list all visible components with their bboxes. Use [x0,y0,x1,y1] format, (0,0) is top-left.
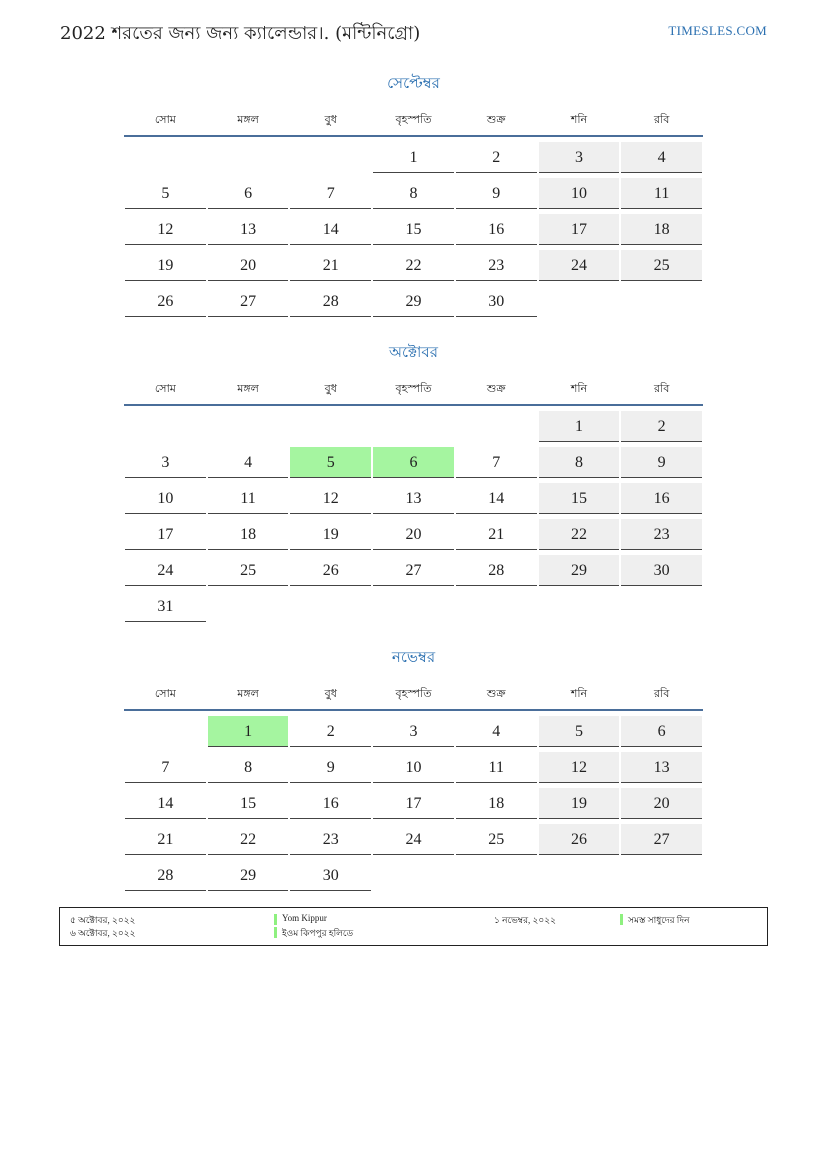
day-cell[interactable] [289,783,372,819]
day-number: 30 [290,860,371,891]
day-number [125,142,206,172]
week-row [124,783,703,819]
day-cell[interactable] [207,711,290,747]
day-number [621,286,702,316]
day-number: 26 [125,286,206,317]
day-cell[interactable] [124,173,207,209]
site-link[interactable]: TIMESLES.COM [668,23,767,38]
day-cell[interactable] [620,478,703,514]
legend-date-1: ৫ অক্টোবর, ২০২২ [70,915,136,925]
week-row [124,819,703,855]
day-number: 28 [125,860,206,891]
day-number: 9 [621,447,702,478]
empty-day-cell [620,855,703,891]
day-cell[interactable] [372,245,455,281]
empty-day-cell [289,406,372,442]
day-number: 11 [208,483,289,514]
day-number: 1 [539,411,620,442]
empty-day-cell [372,406,455,442]
day-cell[interactable] [289,747,372,783]
day-number [208,142,289,172]
day-number: 8 [208,752,289,783]
day-number: 23 [456,250,537,281]
day-cell[interactable] [289,855,372,891]
day-number [290,142,371,172]
day-number: 10 [539,178,620,209]
day-number [539,591,620,621]
day-number: 31 [125,591,206,622]
day-number [456,411,537,441]
day-cell[interactable] [207,209,290,245]
day-number: 13 [621,752,702,783]
day-number: 25 [456,824,537,855]
empty-day-cell [455,406,538,442]
day-cell[interactable] [538,478,621,514]
day-cell[interactable] [620,245,703,281]
day-number: 24 [125,555,206,586]
day-number: 21 [290,250,371,281]
day-number: 30 [456,286,537,317]
weekday-label: শনি [570,381,588,395]
day-cell[interactable] [289,281,372,317]
day-number: 29 [373,286,454,317]
day-cell[interactable] [372,137,455,173]
day-number: 20 [373,519,454,550]
weekday-header [124,106,703,134]
day-number: 17 [125,519,206,550]
month-name: অক্টোবর [388,343,439,361]
day-cell[interactable] [538,550,621,586]
day-number: 19 [539,788,620,819]
day-number: 13 [208,214,289,245]
legend-holiday-2: ইওম কিপপুর হলিডে [274,926,353,941]
week-row [124,173,703,209]
day-cell[interactable] [538,819,621,855]
day-cell[interactable] [455,747,538,783]
day-number: 2 [456,142,537,173]
day-cell[interactable] [455,245,538,281]
day-cell[interactable] [372,514,455,550]
empty-day-cell [372,586,455,622]
empty-day-cell [455,855,538,891]
day-number [456,860,537,890]
day-cell[interactable] [124,281,207,317]
day-cell[interactable] [538,245,621,281]
empty-day-cell [538,586,621,622]
day-cell[interactable] [455,514,538,550]
empty-day-cell [124,137,207,173]
week-row [124,406,703,442]
day-cell[interactable] [372,747,455,783]
day-cell[interactable] [372,209,455,245]
day-number: 6 [621,716,702,747]
legend-holiday-3: সমস্ত সাধুদের দিন [620,913,689,928]
day-number: 23 [621,519,702,550]
day-cell[interactable] [124,855,207,891]
empty-day-cell [289,137,372,173]
day-cell[interactable] [538,514,621,550]
day-number: 5 [290,447,371,478]
day-number: 3 [373,716,454,747]
day-cell[interactable] [124,514,207,550]
day-number: 20 [621,788,702,819]
day-number: 4 [621,142,702,173]
day-number: 14 [456,483,537,514]
legend-holiday-1: Yom Kippur [274,913,327,923]
day-cell[interactable] [207,478,290,514]
day-number: 7 [125,752,206,783]
day-number: 14 [290,214,371,245]
day-number: 15 [208,788,289,819]
day-number [539,286,620,316]
day-cell[interactable] [207,747,290,783]
day-number: 6 [373,447,454,478]
day-cell[interactable] [289,478,372,514]
day-number: 27 [208,286,289,317]
day-number [373,411,454,441]
day-number: 18 [456,788,537,819]
day-cell[interactable] [372,783,455,819]
week-row [124,711,703,747]
week-row [124,245,703,281]
day-cell[interactable] [538,209,621,245]
weekday-label: বৃহস্পতি [395,686,432,700]
day-number: 1 [208,716,289,747]
day-number: 26 [539,824,620,855]
day-number: 19 [125,250,206,281]
day-number: 16 [456,214,537,245]
empty-day-cell [124,711,207,747]
day-number [125,716,206,746]
day-cell[interactable] [455,442,538,478]
day-number: 22 [539,519,620,550]
day-cell[interactable] [538,783,621,819]
week-row [124,550,703,586]
empty-day-cell [620,586,703,622]
day-cell[interactable] [207,783,290,819]
day-cell[interactable] [289,245,372,281]
weekday-header [124,680,703,708]
day-number: 19 [290,519,371,550]
week-row [124,478,703,514]
day-cell[interactable] [207,281,290,317]
day-cell[interactable] [620,406,703,442]
day-number [373,860,454,890]
weekday-label: সোম [154,686,176,700]
day-cell[interactable] [289,711,372,747]
day-number: 3 [125,447,206,478]
day-cell[interactable] [372,550,455,586]
day-cell[interactable] [124,442,207,478]
week-row [124,855,703,891]
day-cell[interactable] [372,442,455,478]
week-row [124,137,703,173]
day-cell[interactable] [620,550,703,586]
day-number: 22 [373,250,454,281]
day-cell[interactable] [289,819,372,855]
month-block [124,341,703,622]
day-cell[interactable] [538,711,621,747]
day-cell[interactable] [620,711,703,747]
month-name: সেপ্টেম্বর [387,74,440,92]
day-number: 2 [290,716,371,747]
day-number: 29 [539,555,620,586]
day-number: 24 [373,824,454,855]
day-cell[interactable] [124,550,207,586]
day-cell[interactable] [620,209,703,245]
day-number [125,411,206,441]
week-row [124,586,703,622]
weekday-label: বৃহস্পতি [395,381,432,395]
week-row [124,514,703,550]
weekday-label: শুক্র [486,112,506,126]
day-cell[interactable] [455,478,538,514]
empty-day-cell [538,855,621,891]
day-number: 5 [125,178,206,209]
day-cell[interactable] [207,819,290,855]
day-number: 29 [208,860,289,891]
day-cell[interactable] [207,855,290,891]
day-number [539,860,620,890]
day-cell[interactable] [455,173,538,209]
day-cell[interactable] [207,173,290,209]
day-cell[interactable] [289,173,372,209]
day-number: 15 [539,483,620,514]
week-row [124,747,703,783]
day-cell[interactable] [289,442,372,478]
day-number: 1 [373,142,454,173]
day-number: 7 [456,447,537,478]
day-number: 7 [290,178,371,209]
day-cell[interactable] [289,209,372,245]
day-cell[interactable] [372,819,455,855]
day-cell[interactable] [620,819,703,855]
day-number: 10 [373,752,454,783]
empty-day-cell [538,281,621,317]
day-number: 10 [125,483,206,514]
day-number [290,411,371,441]
day-cell[interactable] [620,173,703,209]
day-number: 23 [290,824,371,855]
day-cell[interactable] [455,819,538,855]
day-cell[interactable] [124,586,207,622]
day-cell[interactable] [455,137,538,173]
day-number: 16 [621,483,702,514]
day-cell[interactable] [538,442,621,478]
month-block [124,72,703,317]
day-cell[interactable] [455,209,538,245]
day-number: 25 [621,250,702,281]
day-cell[interactable] [124,209,207,245]
holiday-legend [59,907,768,946]
day-number: 24 [539,250,620,281]
weekday-label: বুধ [324,686,337,700]
day-number: 16 [290,788,371,819]
day-number: 12 [290,483,371,514]
day-cell[interactable] [372,281,455,317]
month-name: নভেম্বর [391,648,436,666]
weekday-label: শনি [570,686,588,700]
day-number: 8 [539,447,620,478]
month-block [124,646,703,891]
day-cell[interactable] [455,711,538,747]
day-number: 18 [208,519,289,550]
day-number: 11 [621,178,702,209]
weekday-label: শুক্র [486,686,506,700]
day-cell[interactable] [289,550,372,586]
empty-day-cell [620,281,703,317]
day-number [456,591,537,621]
day-number: 12 [539,752,620,783]
page-title: 2022 শরতের জন্য জন্য ক্যালেন্ডার।. (মন্টিনিগ্রো) [60,23,421,44]
day-number: 18 [621,214,702,245]
day-number [621,591,702,621]
weekday-label: সোম [154,381,176,395]
day-number: 9 [456,178,537,209]
day-number: 4 [456,716,537,747]
day-number [621,860,702,890]
day-cell[interactable] [207,442,290,478]
day-number: 9 [290,752,371,783]
day-cell[interactable] [124,478,207,514]
day-number: 11 [456,752,537,783]
day-cell[interactable] [620,747,703,783]
day-number: 27 [373,555,454,586]
day-cell[interactable] [620,514,703,550]
day-cell[interactable] [538,137,621,173]
day-number: 28 [456,555,537,586]
weekday-label: মঙ্গল [237,381,259,395]
day-cell[interactable] [124,245,207,281]
day-number: 22 [208,824,289,855]
weekday-label: রবি [654,686,670,700]
day-number [373,591,454,621]
day-number: 12 [125,214,206,245]
day-cell[interactable] [538,173,621,209]
week-row [124,442,703,478]
day-cell[interactable] [538,406,621,442]
day-cell[interactable] [124,747,207,783]
empty-day-cell [372,855,455,891]
weekday-label: মঙ্গল [237,686,259,700]
day-cell[interactable] [207,550,290,586]
empty-day-cell [207,137,290,173]
day-cell[interactable] [620,783,703,819]
day-number: 2 [621,411,702,442]
day-cell[interactable] [620,442,703,478]
day-number [208,411,289,441]
day-number: 8 [373,178,454,209]
empty-day-cell [207,406,290,442]
day-number: 17 [373,788,454,819]
day-number: 25 [208,555,289,586]
empty-day-cell [289,586,372,622]
day-cell[interactable] [124,783,207,819]
empty-day-cell [207,586,290,622]
day-cell[interactable] [538,747,621,783]
empty-day-cell [455,586,538,622]
day-cell[interactable] [455,281,538,317]
day-number: 15 [373,214,454,245]
weekday-label: সোম [154,112,176,126]
weekday-label: রবি [654,112,670,126]
day-number: 20 [208,250,289,281]
empty-day-cell [124,406,207,442]
weekday-header [124,375,703,403]
weekday-label: শুক্র [486,381,506,395]
weekday-label: মঙ্গল [237,112,259,126]
legend-date-3: ১ নভেম্বর, ২০২২ [494,915,556,925]
weekday-label: বুধ [324,381,337,395]
day-number [208,591,289,621]
day-number [290,591,371,621]
weekday-label: বুধ [324,112,337,126]
week-row [124,209,703,245]
day-cell[interactable] [372,173,455,209]
weekday-label: বৃহস্পতি [395,112,432,126]
day-number: 21 [456,519,537,550]
day-cell[interactable] [455,550,538,586]
week-row [124,281,703,317]
day-number: 3 [539,142,620,173]
day-cell[interactable] [372,478,455,514]
legend-date-2: ৬ অক্টোবর, ২০২২ [70,928,136,938]
day-number: 17 [539,214,620,245]
day-number: 30 [621,555,702,586]
weekday-label: রবি [654,381,670,395]
day-cell[interactable] [207,245,290,281]
day-number: 6 [208,178,289,209]
day-cell[interactable] [372,711,455,747]
day-number: 14 [125,788,206,819]
day-number: 26 [290,555,371,586]
day-number: 13 [373,483,454,514]
day-number: 28 [290,286,371,317]
day-cell[interactable] [620,137,703,173]
day-cell[interactable] [124,819,207,855]
day-number: 21 [125,824,206,855]
day-cell[interactable] [207,514,290,550]
day-number: 27 [621,824,702,855]
day-cell[interactable] [455,783,538,819]
day-number: 4 [208,447,289,478]
day-number: 5 [539,716,620,747]
weekday-label: শনি [570,112,588,126]
day-cell[interactable] [289,514,372,550]
